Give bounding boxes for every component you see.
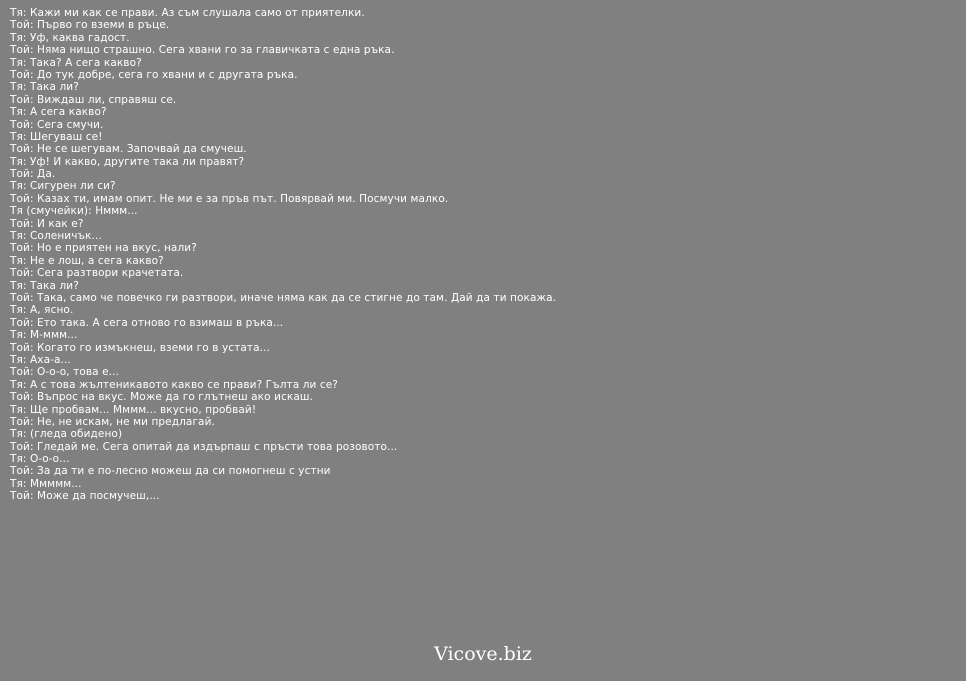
dialogue-line: Тя: М-ммм... xyxy=(10,329,78,342)
dialogue-line: Той: Първо го вземи в ръце. xyxy=(10,19,170,32)
dialogue-line: Тя: Шегуваш се! xyxy=(10,130,103,143)
dialogue-line: Тя: А сега какво? xyxy=(10,106,107,119)
dialogue-line: Тя: Аха-а... xyxy=(10,353,71,366)
dialogue-line: Той: О-о-о, това е... xyxy=(10,366,119,379)
dialogue-line: Той: До тук добре, сега го хвани и с другата ръка. xyxy=(10,68,298,81)
dialogue-line: Тя: (гледа обидено) xyxy=(10,428,123,441)
dialogue-line: Тя: Соленичък... xyxy=(10,230,102,243)
dialogue-line: Тя: Уф! И какво, другите така ли правят? xyxy=(10,155,245,168)
dialogue-line: Тя: Кажи ми как се прави. Аз съм слушала само от приятелки. xyxy=(10,7,365,19)
dialogue-line: Той: Когато го измъкнеш, вземи го в устата... xyxy=(10,341,270,354)
dialogue-line: Той: Въпрос на вкус. Може да го глътнеш ако искаш. xyxy=(10,391,313,404)
dialogue-line: Той: Казах ти, имам опит. Не ми е за пръв път. Повярвай ми. Посмучи малко. xyxy=(10,192,449,205)
dialogue-line: Той: Ето така. А сега отново го взимаш в ръка... xyxy=(10,316,284,329)
dialogue-line: Той: И как е? xyxy=(10,217,84,230)
dialogue-line: Тя: А, ясно. xyxy=(10,304,74,317)
dialogue-line: Той: Сега смучи. xyxy=(10,118,104,131)
dialogue-line: Той: Но е приятен на вкус, нали? xyxy=(10,242,197,255)
dialogue-line: Тя: Уф, каква гадост. xyxy=(10,31,130,44)
dialogue-line: Той: Гледай ме. Сега опитай да издърпаш с пръсти това розовото... xyxy=(10,440,398,453)
dialogue-line: Тя: Така ли? xyxy=(10,279,79,292)
dialogue-line: Тя (смучейки): Нммм... xyxy=(10,205,138,218)
dialogue-line: Той: За да ти е по-лесно можеш да си помогнеш с устни xyxy=(10,465,331,478)
dialogue-line: Тя: Така? А сега какво? xyxy=(10,56,142,69)
dialogue-line: Тя: Така ли? xyxy=(10,81,79,94)
dialogue-line: Той: Така, само че повечко ги разтвори, иначе няма как да се стигне до там. Дай да ти покажа. xyxy=(10,291,557,304)
dialogue-line: Той: Не се шегувам. Започвай да смучеш. xyxy=(10,143,247,156)
site-watermark: Vicove.biz xyxy=(434,643,532,665)
dialogue-line: Той: Сега разтвори крачетата. xyxy=(10,267,184,280)
dialogue-line: Той: Виждаш ли, справяш се. xyxy=(10,93,177,106)
dialogue-line: Той: Не, не искам, не ми предлагай. xyxy=(10,415,215,428)
dialogue-line: Тя: Сигурен ли си? xyxy=(10,180,116,193)
dialogue-line: Тя: А с това жълтеникавото какво се прави? Гълта ли се? xyxy=(10,378,338,391)
dialogue-line: Тя: Не е лош, а сега какво? xyxy=(10,254,164,267)
dialogue-line: Той: Може да посмучеш,... xyxy=(10,490,160,503)
dialogue-line: Тя: Ще пробвам... Мммм... вкусно, пробвай! xyxy=(10,403,257,416)
dialogue-line: Тя: О-о-о... xyxy=(10,453,70,466)
dialogue-line: Тя: Ммммм... xyxy=(10,477,82,490)
dialogue-line: Той: Да. xyxy=(10,168,56,181)
dialogue-text xyxy=(10,7,950,503)
dialogue-line: Той: Няма нищо страшно. Сега хвани го за главичката с една ръка. xyxy=(10,44,395,57)
